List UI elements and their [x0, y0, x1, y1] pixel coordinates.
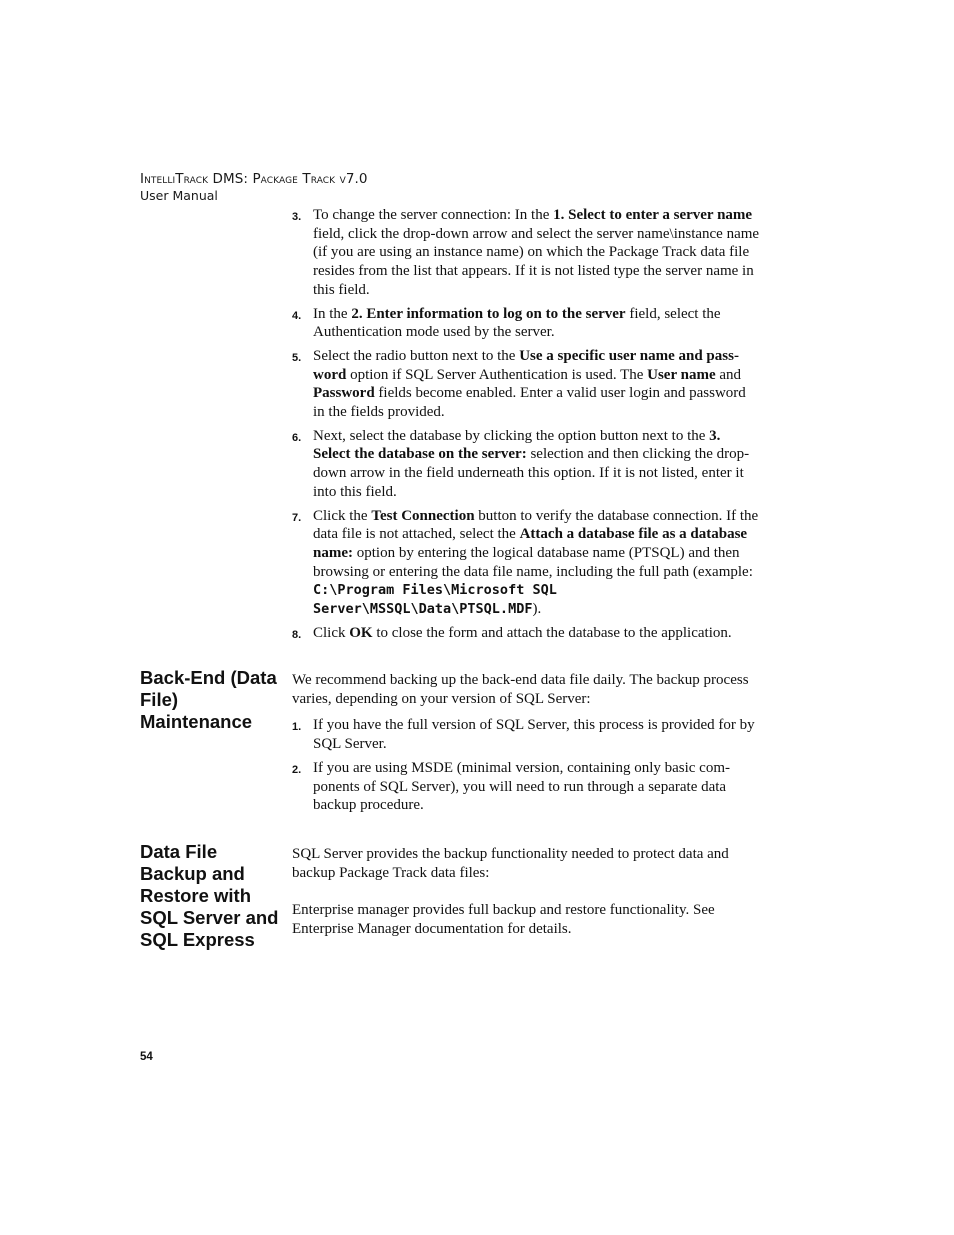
section-heading-backend-maintenance: Back-End (Data File) Maintenance: [140, 667, 277, 732]
step-number: 3.: [292, 211, 302, 223]
section-heading-backup-restore: Data File Backup and Restore with SQL Server and SQL Express: [140, 841, 279, 950]
step-8: 8. Click OK to close the form and attach the database to the application.: [292, 624, 760, 643]
option-label: Use a specific user name and password: [313, 347, 739, 383]
step-3: 3. To change the server connection: In the 1. Select to enter a server name field, click the drop-down arrow and select the server name\instance name (if you are using an instance name) on which the Package Track data file resides from the list that appears. If it is not listed type the server name in this field.: [292, 207, 760, 298]
paragraph: Enterprise manager provides full backup and restore functionality. See Enterprise Manager documentation for details.: [292, 902, 715, 938]
field-label: Password: [313, 385, 375, 402]
field-label: 2. Enter information to log on to the server: [351, 305, 626, 322]
step-number: 7.: [292, 511, 302, 524]
option-label: 3. Select the database on the server:: [313, 427, 721, 463]
field-label: 1. Select to enter a server name: [553, 207, 753, 223]
option-label: Attach a database file as a database name:: [313, 526, 748, 561]
section-backup-restore: [292, 845, 760, 939]
step-6: 6. Next, select the database by clicking the option button next to the 3. Select the database on the server: selection and then clicking the drop-down arrow in the field underneath this option. If it is not listed, enter it into this field.: [292, 427, 750, 500]
paragraph: We recommend backing up the back-end data file daily. The backup process varies, depending on your version of SQL Server:: [292, 672, 749, 707]
running-header-subtitle: User Manual: [140, 188, 218, 203]
paragraph: SQL Server provides the backup functionality needed to protect data and backup Package Track data files:: [292, 846, 729, 881]
step-5: 5. Select the radio button next to the Use a specific user name and password option if SQL Server Authentication is used. The User name and Password fields become enabled. Enter a valid user login and password in the fields provided.: [292, 347, 746, 421]
field-label: User name: [647, 366, 716, 383]
section-backend-maintenance: [292, 671, 760, 820]
list-item: 2. If you are using MSDE (minimal version, containing only basic components of SQL Server), you will need to run through a separate data backup procedure.: [292, 759, 731, 814]
step-number: 5.: [292, 351, 302, 364]
item-number: 2.: [292, 763, 302, 776]
page-number: 54: [140, 1051, 153, 1063]
step-number: 6.: [292, 431, 302, 444]
file-path: C:\Program Files\Microsoft SQL Server\MSSQL\Data\PTSQL.MDF: [313, 582, 557, 618]
list-item: 1. If you have the full version of SQL Server, this process is provided for by SQL Server.: [292, 717, 755, 753]
step-number: 4.: [292, 309, 302, 322]
steps-list: [292, 206, 760, 647]
step-7: 7. Click the Test Connection button to verify the database connection. If the data file is not attached, select the Attach a database file as a database name: option by entering the logical database name (PTSQL) and then browsing or entering the data file name, including the full path (example: C:\Program Files\Microsoft SQL Server\MSSQL\Data\PTSQL.MDF).: [292, 507, 759, 618]
button-label: OK: [349, 624, 373, 641]
step-number: 8.: [292, 628, 302, 641]
running-header-title: IntelliTrack DMS: Package Track v7.0: [140, 171, 368, 187]
step-4: 4. In the 2. Enter information to log on to the server field, select the Authentication mode used by the server.: [292, 305, 721, 341]
item-number: 1.: [292, 721, 302, 734]
button-label: Test Connection: [371, 507, 475, 524]
